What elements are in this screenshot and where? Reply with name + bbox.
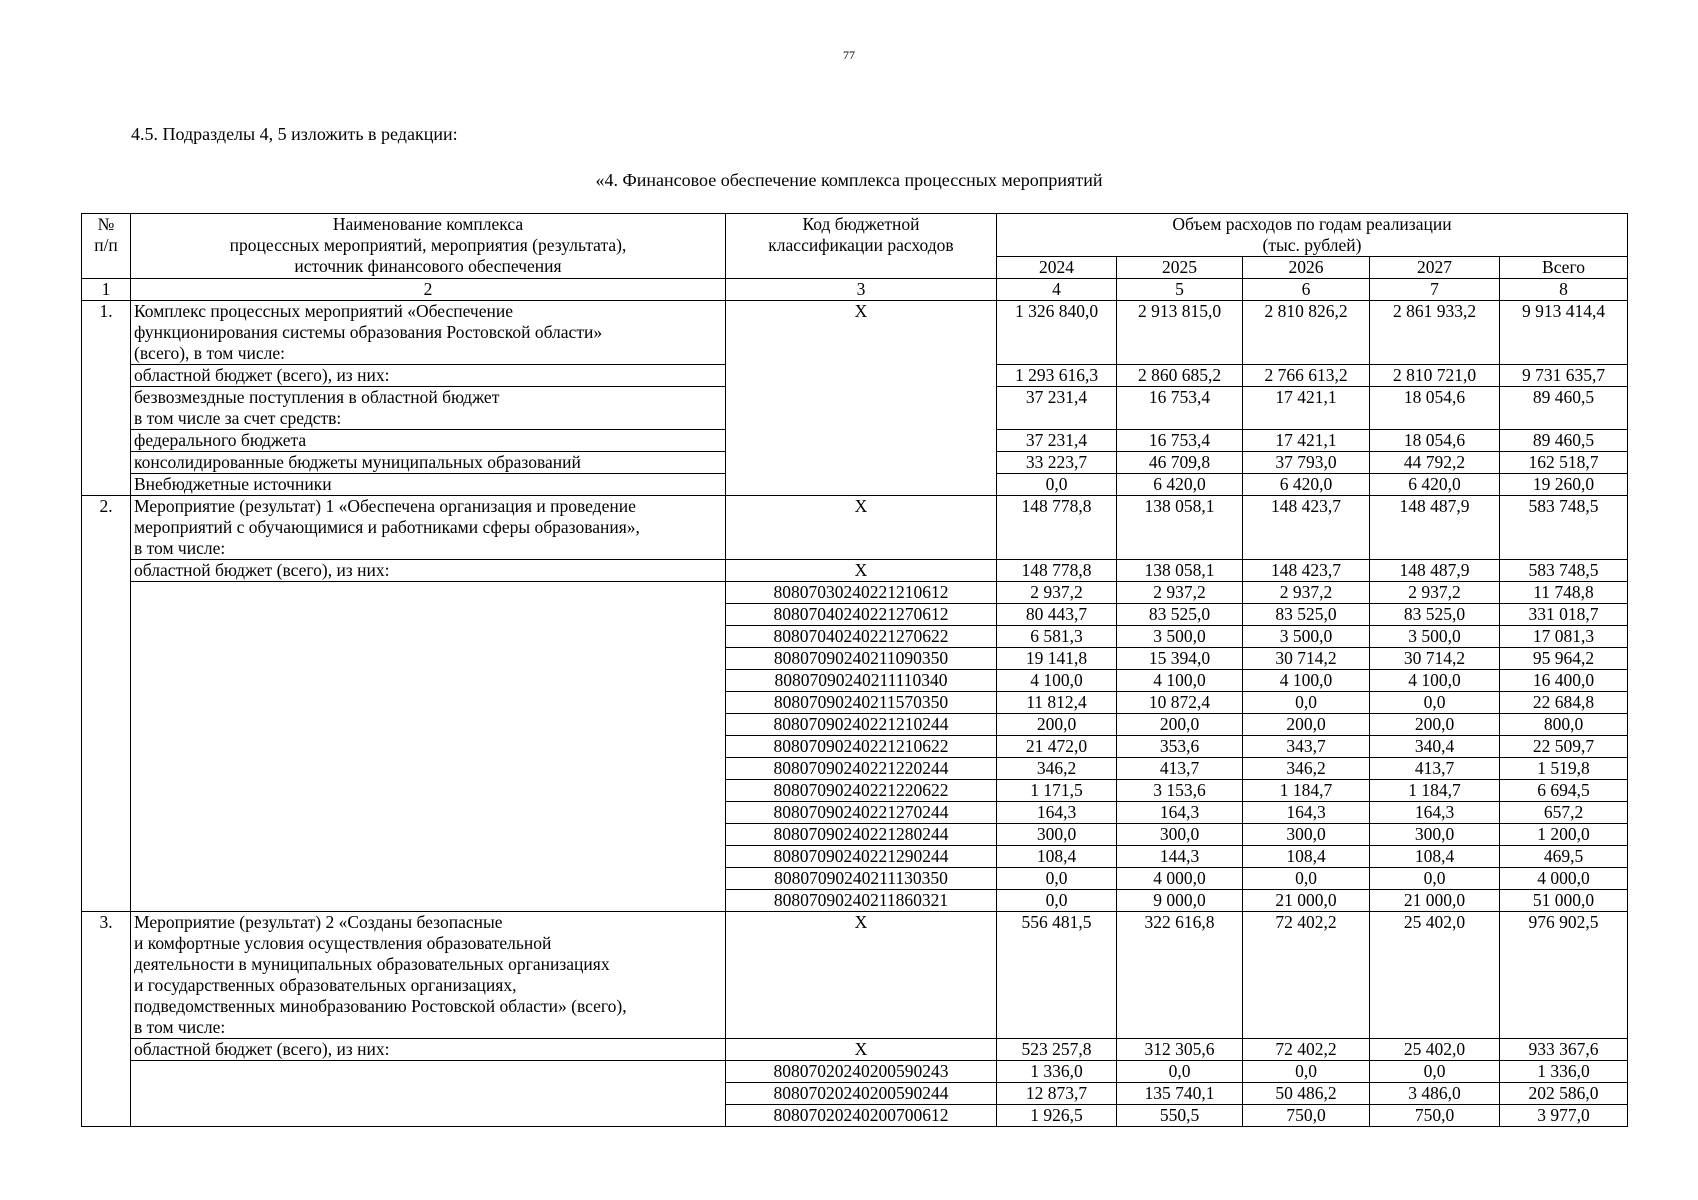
row-code: 80807090240221220622 bbox=[726, 780, 997, 802]
row-name bbox=[131, 560, 726, 582]
row-code: X bbox=[726, 912, 997, 1039]
table-body bbox=[82, 301, 1628, 1127]
row-total: 469,5 bbox=[1500, 846, 1628, 868]
row-code: X bbox=[726, 560, 997, 582]
header-total: Всего bbox=[1500, 257, 1628, 279]
col-number: 6 bbox=[1243, 279, 1370, 301]
row-value: 3 500,0 bbox=[1370, 626, 1500, 648]
row-value: 0,0 bbox=[1243, 1061, 1370, 1083]
row-value: 1 336,0 bbox=[997, 1061, 1117, 1083]
col-number: 8 bbox=[1500, 279, 1628, 301]
row-value: 11 812,4 bbox=[997, 692, 1117, 714]
row-total: 16 400,0 bbox=[1500, 670, 1628, 692]
row-name-line: подведомственных минобразованию Ростовской области» (всего), bbox=[134, 996, 627, 1016]
row-code: 80807020240200590244 bbox=[726, 1083, 997, 1105]
row-value: 30 714,2 bbox=[1243, 648, 1370, 670]
row-name-line: в том числе: bbox=[134, 1017, 226, 1037]
col-number: 3 bbox=[726, 279, 997, 301]
row-value: 108,4 bbox=[997, 846, 1117, 868]
row-total: 162 518,7 bbox=[1500, 452, 1628, 474]
page-number: 77 bbox=[843, 48, 855, 62]
row-code: 80807030240221210612 bbox=[726, 582, 997, 604]
row-value: 164,3 bbox=[997, 802, 1117, 824]
row-value: 83 525,0 bbox=[1370, 604, 1500, 626]
row-total: 17 081,3 bbox=[1500, 626, 1628, 648]
header-year: 2025 bbox=[1117, 257, 1243, 279]
table-row bbox=[82, 582, 1628, 604]
row-value: 138 058,1 bbox=[1117, 496, 1243, 560]
row-value: 3 153,6 bbox=[1117, 780, 1243, 802]
row-value: 9 000,0 bbox=[1117, 890, 1243, 912]
header-year: 2027 bbox=[1370, 257, 1500, 279]
header-year: 2026 bbox=[1243, 257, 1370, 279]
row-value: 0,0 bbox=[997, 474, 1117, 496]
row-value: 108,4 bbox=[1370, 846, 1500, 868]
row-value: 148 423,7 bbox=[1243, 560, 1370, 582]
row-value: 148 487,9 bbox=[1370, 560, 1500, 582]
row-value: 33 223,7 bbox=[997, 452, 1117, 474]
row-value: 550,5 bbox=[1117, 1105, 1243, 1127]
row-name-line: в том числе: bbox=[134, 538, 226, 558]
row-value: 2 937,2 bbox=[1117, 582, 1243, 604]
row-value: 44 792,2 bbox=[1370, 452, 1500, 474]
row-value: 200,0 bbox=[1117, 714, 1243, 736]
table-row bbox=[82, 496, 1628, 560]
row-value: 523 257,8 bbox=[997, 1039, 1117, 1061]
row-value: 2 913 815,0 bbox=[1117, 301, 1243, 365]
row-value: 300,0 bbox=[1370, 824, 1500, 846]
col-number: 7 bbox=[1370, 279, 1500, 301]
row-name-line: Внебюджетные источники bbox=[134, 474, 332, 494]
row-number: 2. bbox=[82, 496, 131, 912]
row-value: 17 421,1 bbox=[1243, 387, 1370, 430]
row-code: 80807020240200700612 bbox=[726, 1105, 997, 1127]
row-value: 80 443,7 bbox=[997, 604, 1117, 626]
row-value: 83 525,0 bbox=[1117, 604, 1243, 626]
row-code: X bbox=[726, 1039, 997, 1061]
row-value: 300,0 bbox=[1243, 824, 1370, 846]
row-value: 200,0 bbox=[997, 714, 1117, 736]
row-value: 0,0 bbox=[1370, 1061, 1500, 1083]
row-value: 4 000,0 bbox=[1117, 868, 1243, 890]
row-name-line: областной бюджет (всего), из них: bbox=[134, 365, 390, 385]
row-code: 80807090240221210622 bbox=[726, 736, 997, 758]
row-value: 19 141,8 bbox=[997, 648, 1117, 670]
row-code: 80807090240221210244 bbox=[726, 714, 997, 736]
table-row bbox=[82, 560, 1628, 582]
row-value: 343,7 bbox=[1243, 736, 1370, 758]
row-name bbox=[131, 912, 726, 1039]
row-value: 148 487,9 bbox=[1370, 496, 1500, 560]
row-value: 135 740,1 bbox=[1117, 1083, 1243, 1105]
row-total: 89 460,5 bbox=[1500, 430, 1628, 452]
row-total: 89 460,5 bbox=[1500, 387, 1628, 430]
row-value: 300,0 bbox=[1117, 824, 1243, 846]
row-value: 2 810 826,2 bbox=[1243, 301, 1370, 365]
row-total: 800,0 bbox=[1500, 714, 1628, 736]
row-value: 17 421,1 bbox=[1243, 430, 1370, 452]
header-volume: Объем расходов по годам реализации (тыс. рублей) bbox=[997, 214, 1628, 257]
row-name bbox=[131, 301, 726, 365]
row-value: 340,4 bbox=[1370, 736, 1500, 758]
row-value: 750,0 bbox=[1370, 1105, 1500, 1127]
header-row-1 bbox=[82, 214, 1628, 257]
table-row bbox=[82, 1061, 1628, 1083]
row-name-empty bbox=[131, 1061, 726, 1127]
row-value: 322 616,8 bbox=[1117, 912, 1243, 1039]
row-value: 10 872,4 bbox=[1117, 692, 1243, 714]
row-value: 2 860 685,2 bbox=[1117, 365, 1243, 387]
row-name-line: консолидированные бюджеты муниципальных образований bbox=[134, 452, 581, 472]
row-value: 1 184,7 bbox=[1243, 780, 1370, 802]
row-number: 3. bbox=[82, 912, 131, 1127]
row-code: 80807040240221270622 bbox=[726, 626, 997, 648]
row-total: 22 684,8 bbox=[1500, 692, 1628, 714]
row-name-line: в том числе за счет средств: bbox=[134, 408, 342, 428]
row-value: 3 500,0 bbox=[1117, 626, 1243, 648]
row-total: 657,2 bbox=[1500, 802, 1628, 824]
row-value: 2 810 721,0 bbox=[1370, 365, 1500, 387]
row-value: 72 402,2 bbox=[1243, 912, 1370, 1039]
col-number: 5 bbox=[1117, 279, 1243, 301]
row-value: 25 402,0 bbox=[1370, 912, 1500, 1039]
row-value: 0,0 bbox=[997, 890, 1117, 912]
row-code: 80807090240211860321 bbox=[726, 890, 997, 912]
row-name-line: Мероприятие (результат) 2 «Созданы безопасные bbox=[134, 912, 503, 932]
row-total: 95 964,2 bbox=[1500, 648, 1628, 670]
row-code: 80807040240221270612 bbox=[726, 604, 997, 626]
row-value: 46 709,8 bbox=[1117, 452, 1243, 474]
row-value: 0,0 bbox=[1243, 868, 1370, 890]
row-total: 202 586,0 bbox=[1500, 1083, 1628, 1105]
row-value: 413,7 bbox=[1370, 758, 1500, 780]
row-value: 750,0 bbox=[1243, 1105, 1370, 1127]
row-value: 21 472,0 bbox=[997, 736, 1117, 758]
row-value: 3 500,0 bbox=[1243, 626, 1370, 648]
row-value: 21 000,0 bbox=[1370, 890, 1500, 912]
row-code: 80807090240221220244 bbox=[726, 758, 997, 780]
row-value: 6 420,0 bbox=[1243, 474, 1370, 496]
col-number: 2 bbox=[131, 279, 726, 301]
row-total: 4 000,0 bbox=[1500, 868, 1628, 890]
row-value: 30 714,2 bbox=[1370, 648, 1500, 670]
row-value: 83 525,0 bbox=[1243, 604, 1370, 626]
row-total: 331 018,7 bbox=[1500, 604, 1628, 626]
row-total: 1 519,8 bbox=[1500, 758, 1628, 780]
row-value: 0,0 bbox=[1370, 692, 1500, 714]
table-row bbox=[82, 301, 1628, 365]
row-name-line: Комплекс процессных мероприятий «Обеспечение bbox=[134, 301, 514, 321]
row-code: X bbox=[726, 496, 997, 560]
row-value: 4 100,0 bbox=[1117, 670, 1243, 692]
header-num: № п/п bbox=[82, 214, 131, 279]
row-name-line: деятельности в муниципальных образовательных организациях bbox=[134, 954, 610, 974]
row-value: 200,0 bbox=[1370, 714, 1500, 736]
row-value: 148 778,8 bbox=[997, 560, 1117, 582]
table-row bbox=[82, 1039, 1628, 1061]
row-value: 138 058,1 bbox=[1117, 560, 1243, 582]
row-code: 80807090240221290244 bbox=[726, 846, 997, 868]
row-value: 18 054,6 bbox=[1370, 387, 1500, 430]
row-value: 15 394,0 bbox=[1117, 648, 1243, 670]
row-total: 19 260,0 bbox=[1500, 474, 1628, 496]
row-name-line: функционирования системы образования Ростовской области» bbox=[134, 322, 603, 342]
row-value: 6 581,3 bbox=[997, 626, 1117, 648]
table-row bbox=[82, 912, 1628, 1039]
row-value: 21 000,0 bbox=[1243, 890, 1370, 912]
row-total: 583 748,5 bbox=[1500, 496, 1628, 560]
row-value: 413,7 bbox=[1117, 758, 1243, 780]
row-name-line: Мероприятие (результат) 1 «Обеспечена организация и проведение bbox=[134, 496, 636, 516]
row-value: 0,0 bbox=[1117, 1061, 1243, 1083]
row-name-line: и государственных образовательных организациях, bbox=[134, 975, 517, 995]
row-value: 144,3 bbox=[1117, 846, 1243, 868]
row-value: 2 861 933,2 bbox=[1370, 301, 1500, 365]
row-value: 6 420,0 bbox=[1117, 474, 1243, 496]
col-number: 4 bbox=[997, 279, 1117, 301]
row-total: 22 509,7 bbox=[1500, 736, 1628, 758]
row-code: 80807090240211090350 bbox=[726, 648, 997, 670]
header-code: Код бюджетной классификации расходов bbox=[726, 214, 997, 279]
row-name-line: (всего), в том числе: bbox=[134, 343, 286, 363]
row-code: 80807090240221280244 bbox=[726, 824, 997, 846]
row-value: 18 054,6 bbox=[1370, 430, 1500, 452]
row-value: 1 184,7 bbox=[1370, 780, 1500, 802]
header-col-numbers bbox=[82, 279, 1628, 301]
row-value: 2 766 613,2 bbox=[1243, 365, 1370, 387]
col-number: 1 bbox=[82, 279, 131, 301]
row-value: 4 100,0 bbox=[1370, 670, 1500, 692]
row-total: 51 000,0 bbox=[1500, 890, 1628, 912]
row-value: 556 481,5 bbox=[997, 912, 1117, 1039]
row-value: 346,2 bbox=[1243, 758, 1370, 780]
row-code: 80807020240200590243 bbox=[726, 1061, 997, 1083]
row-value: 164,3 bbox=[1117, 802, 1243, 824]
intro-text: 4.5. Подразделы 4, 5 изложить в редакции: bbox=[131, 124, 458, 144]
row-value: 2 937,2 bbox=[1243, 582, 1370, 604]
row-value: 1 293 616,3 bbox=[997, 365, 1117, 387]
row-name-line: и комфортные условия осуществления образовательной bbox=[134, 933, 552, 953]
row-name bbox=[131, 496, 726, 560]
row-value: 1 326 840,0 bbox=[997, 301, 1117, 365]
row-value: 16 753,4 bbox=[1117, 387, 1243, 430]
row-value: 200,0 bbox=[1243, 714, 1370, 736]
row-value: 164,3 bbox=[1243, 802, 1370, 824]
row-name-empty bbox=[131, 582, 726, 912]
table-title: «4. Финансовое обеспечение комплекса процессных мероприятий bbox=[595, 170, 1103, 190]
row-value: 0,0 bbox=[1370, 868, 1500, 890]
header-name: Наименование комплекса процессных мероприятий, мероприятия (результата), источник финансового обеспечения bbox=[131, 214, 726, 279]
row-name bbox=[131, 452, 726, 474]
financing-table bbox=[81, 213, 1628, 1127]
header-year: 2024 bbox=[997, 257, 1117, 279]
row-total: 976 902,5 bbox=[1500, 912, 1628, 1039]
row-value: 16 753,4 bbox=[1117, 430, 1243, 452]
row-code: X bbox=[726, 301, 997, 496]
row-value: 0,0 bbox=[997, 868, 1117, 890]
row-name-line: безвозмездные поступления в областной бюджет bbox=[134, 387, 500, 407]
row-number: 1. bbox=[82, 301, 131, 496]
row-value: 312 305,6 bbox=[1117, 1039, 1243, 1061]
row-total: 6 694,5 bbox=[1500, 780, 1628, 802]
row-value: 353,6 bbox=[1117, 736, 1243, 758]
row-total: 1 336,0 bbox=[1500, 1061, 1628, 1083]
row-name bbox=[131, 365, 726, 387]
row-value: 4 100,0 bbox=[997, 670, 1117, 692]
row-name-line: областной бюджет (всего), из них: bbox=[134, 560, 390, 580]
row-value: 300,0 bbox=[997, 824, 1117, 846]
row-value: 2 937,2 bbox=[997, 582, 1117, 604]
row-value: 3 486,0 bbox=[1370, 1083, 1500, 1105]
row-value: 148 423,7 bbox=[1243, 496, 1370, 560]
row-value: 6 420,0 bbox=[1370, 474, 1500, 496]
row-value: 72 402,2 bbox=[1243, 1039, 1370, 1061]
row-value: 12 873,7 bbox=[997, 1083, 1117, 1105]
row-code: 80807090240211570350 bbox=[726, 692, 997, 714]
row-name bbox=[131, 1039, 726, 1061]
row-code: 80807090240211110340 bbox=[726, 670, 997, 692]
row-total: 11 748,8 bbox=[1500, 582, 1628, 604]
row-total: 9 731 635,7 bbox=[1500, 365, 1628, 387]
row-value: 164,3 bbox=[1370, 802, 1500, 824]
row-total: 583 748,5 bbox=[1500, 560, 1628, 582]
row-total: 933 367,6 bbox=[1500, 1039, 1628, 1061]
row-value: 37 231,4 bbox=[997, 430, 1117, 452]
row-total: 1 200,0 bbox=[1500, 824, 1628, 846]
row-value: 1 171,5 bbox=[997, 780, 1117, 802]
row-name-line: федерального бюджета bbox=[134, 430, 307, 450]
row-code: 80807090240221270244 bbox=[726, 802, 997, 824]
row-value: 1 926,5 bbox=[997, 1105, 1117, 1127]
row-total: 3 977,0 bbox=[1500, 1105, 1628, 1127]
row-value: 4 100,0 bbox=[1243, 670, 1370, 692]
row-value: 0,0 bbox=[1243, 692, 1370, 714]
row-value: 2 937,2 bbox=[1370, 582, 1500, 604]
row-value: 346,2 bbox=[997, 758, 1117, 780]
row-value: 50 486,2 bbox=[1243, 1083, 1370, 1105]
row-value: 37 793,0 bbox=[1243, 452, 1370, 474]
row-value: 37 231,4 bbox=[997, 387, 1117, 430]
row-total: 9 913 414,4 bbox=[1500, 301, 1628, 365]
row-name-line: областной бюджет (всего), из них: bbox=[134, 1039, 390, 1059]
row-name bbox=[131, 387, 726, 430]
row-code: 80807090240211130350 bbox=[726, 868, 997, 890]
row-name bbox=[131, 430, 726, 452]
row-value: 148 778,8 bbox=[997, 496, 1117, 560]
row-value: 25 402,0 bbox=[1370, 1039, 1500, 1061]
row-name-line: мероприятий с обучающимися и работниками сферы образования», bbox=[134, 517, 640, 537]
row-name bbox=[131, 474, 726, 496]
row-value: 108,4 bbox=[1243, 846, 1370, 868]
